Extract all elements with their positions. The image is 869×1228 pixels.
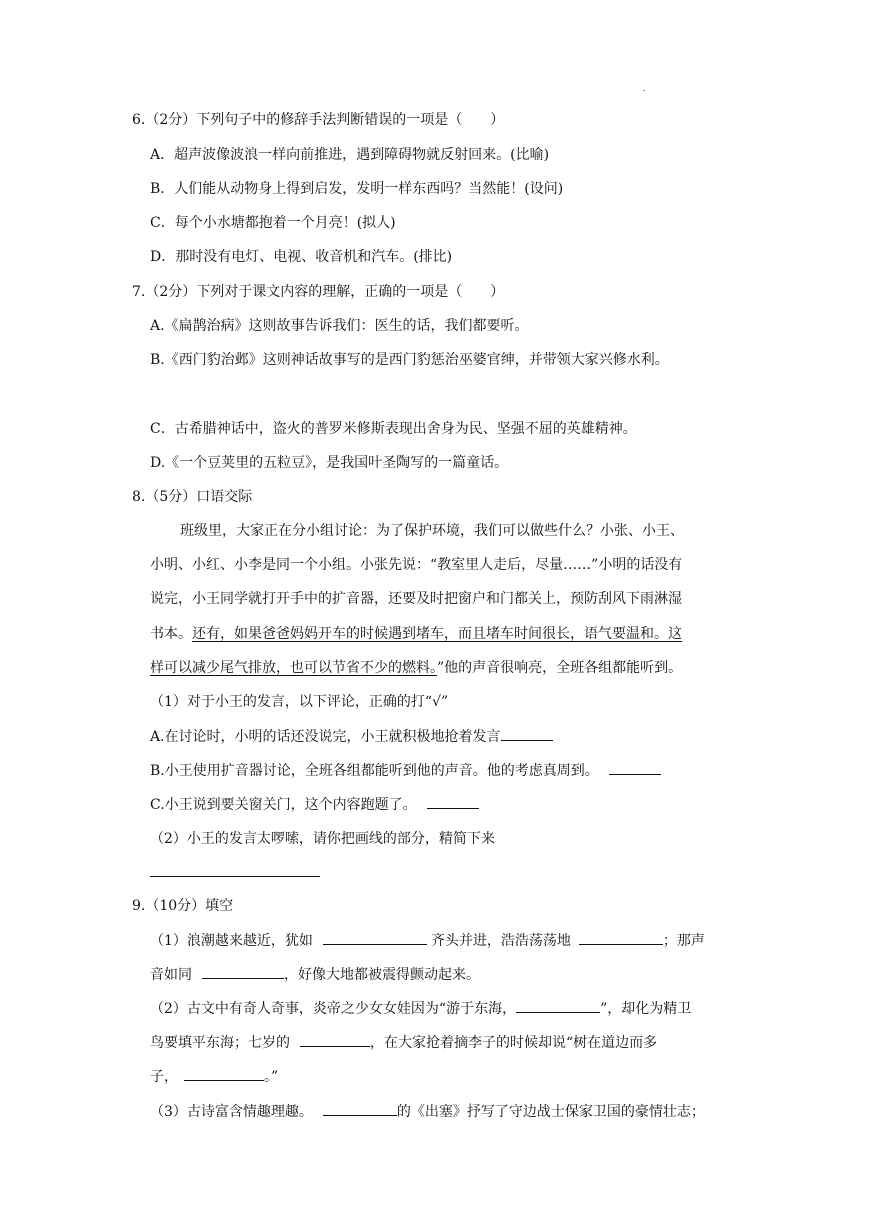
statement-text: C.小王说到要关窗关门，这个内容跑题了。 bbox=[150, 797, 417, 813]
question-9-item-2-line-2 bbox=[150, 1032, 657, 1053]
question-8-paragraph-line-3: 说完，小王同学就打开手中的扩音器，还要及时把窗户和门都关上，预防刮风下雨淋湿 bbox=[150, 591, 682, 607]
question-7-option-a: A.《扁鹊治病》这则故事告诉我们：医生的话，我们都要听。 bbox=[150, 318, 529, 334]
answer-blank[interactable] bbox=[300, 1032, 370, 1047]
fill-text: 鸟要填平东海；七岁的 bbox=[150, 1035, 290, 1051]
question-7-stem: 7.（2分）下列对于课文内容的理解，正确的一项是（ ） bbox=[132, 284, 505, 300]
answer-blank[interactable] bbox=[609, 760, 661, 775]
question-8-paragraph-line-1: 班级里，大家正在分小组讨论：为了保护环境，我们可以做些什么？小张、小王、 bbox=[180, 523, 684, 539]
paragraph-text: ”他的声音很响亮，全班各组都能听到。 bbox=[437, 660, 683, 676]
underlined-speech: 还有，如果爸爸妈妈开车的时候遇到堵车，而且堵车时间很长，语气要温和。这 bbox=[192, 626, 682, 642]
question-8-sub-2-answer bbox=[150, 862, 320, 883]
statement-text: A.在讨论时，小明的话还没说完，小王就积极地抢着发言 bbox=[150, 729, 501, 745]
fill-text: ”，却化为精卫 bbox=[600, 1001, 692, 1017]
fill-text: ，在大家抢着摘李子的时候却说“树在道边而多 bbox=[370, 1035, 658, 1051]
question-6-option-c: C．每个小水塘都抱着一个月亮！(拟人) bbox=[150, 215, 396, 231]
answer-blank[interactable] bbox=[579, 930, 663, 945]
question-9-item-2-line-1 bbox=[150, 998, 691, 1019]
question-6-option-b: B．人们能从动物身上得到启发，发明一样东西吗？当然能！(设问) bbox=[150, 181, 564, 197]
fill-text: （2）古文中有奇人奇事，炎帝之少女女娃因为“游于东海， bbox=[150, 1001, 517, 1017]
question-9-item-1-line-2 bbox=[150, 964, 480, 985]
fill-text: （3）古诗富含情趣理趣。 bbox=[150, 1104, 313, 1120]
question-9-item-2-line-3 bbox=[150, 1066, 278, 1087]
answer-blank[interactable] bbox=[427, 794, 479, 809]
page-mark: . bbox=[643, 84, 646, 93]
question-8-stem: 8.（5分）口语交际 bbox=[132, 489, 253, 505]
fill-text: 的《出塞》抒写了守边战士保家卫国的豪情壮志； bbox=[396, 1104, 705, 1120]
fill-text: 。” bbox=[264, 1069, 279, 1085]
answer-blank[interactable] bbox=[202, 964, 284, 979]
answer-blank[interactable] bbox=[184, 1066, 264, 1081]
question-9-item-3-line-1 bbox=[150, 1101, 705, 1122]
question-6-option-d: D．那时没有电灯、电视、收音机和汽车。(排比) bbox=[150, 249, 453, 265]
statement-text: B.小王使用扩音器讨论，全班各组都能听到他的声音。他的考虑真周到。 bbox=[150, 763, 599, 779]
question-8-sub-1: （1）对于小王的发言，以下评论，正确的打“√” bbox=[150, 694, 449, 710]
question-8-sub-1-c bbox=[150, 794, 479, 815]
question-8-sub-2: （2）小王的发言太啰嗦，请你把画线的部分，精简下来 bbox=[150, 831, 495, 847]
fill-text: ，好像大地都被震得颤动起来。 bbox=[284, 967, 480, 983]
question-8-sub-1-b bbox=[150, 760, 661, 781]
answer-blank[interactable] bbox=[150, 862, 320, 877]
paragraph-text: 书本。 bbox=[150, 626, 192, 642]
answer-blank[interactable] bbox=[501, 726, 553, 741]
question-7-option-c: C．古希腊神话中，盗火的普罗米修斯表现出舍身为民、坚强不屈的英雄精神。 bbox=[150, 421, 637, 437]
question-8-paragraph-line-5 bbox=[150, 658, 682, 678]
question-8-paragraph-line-2: 小明、小红、小李是同一个小组。小张先说：“教室里人走后，尽量……”小明的话没有 bbox=[150, 557, 683, 573]
question-8-paragraph-line-4 bbox=[150, 624, 682, 644]
fill-text: ；那声 bbox=[662, 933, 705, 949]
fill-text: 音如同 bbox=[150, 967, 192, 983]
underlined-speech: 样可以减少尾气排放，也可以节省不少的燃料。 bbox=[150, 660, 437, 676]
question-6-stem: 6.（2分）下列句子中的修辞手法判断错误的一项是（ ） bbox=[132, 112, 505, 128]
question-9-item-1-line-1 bbox=[150, 930, 705, 951]
answer-blank[interactable] bbox=[516, 998, 600, 1013]
question-9-stem: 9.（10分）填空 bbox=[132, 898, 234, 914]
question-7-option-d: D.《一个豆荚里的五粒豆》，是我国叶圣陶写的一篇童话。 bbox=[150, 455, 509, 471]
fill-text: 子， bbox=[150, 1069, 178, 1085]
fill-text: 齐头并进，浩浩荡荡地 bbox=[430, 933, 571, 949]
question-6-option-a: A．超声波像波浪一样向前推进，遇到障碍物就反射回来。(比喻) bbox=[150, 147, 550, 163]
question-7-option-b: B.《西门豹治邺》这则神话故事写的是西门豹惩治巫婆官绅，并带领大家兴修水利。 bbox=[150, 352, 669, 368]
answer-blank[interactable] bbox=[323, 930, 427, 945]
answer-blank[interactable] bbox=[323, 1101, 397, 1116]
fill-text: （1）浪潮越来越近，犹如 bbox=[150, 933, 313, 949]
question-8-sub-1-a bbox=[150, 726, 553, 747]
